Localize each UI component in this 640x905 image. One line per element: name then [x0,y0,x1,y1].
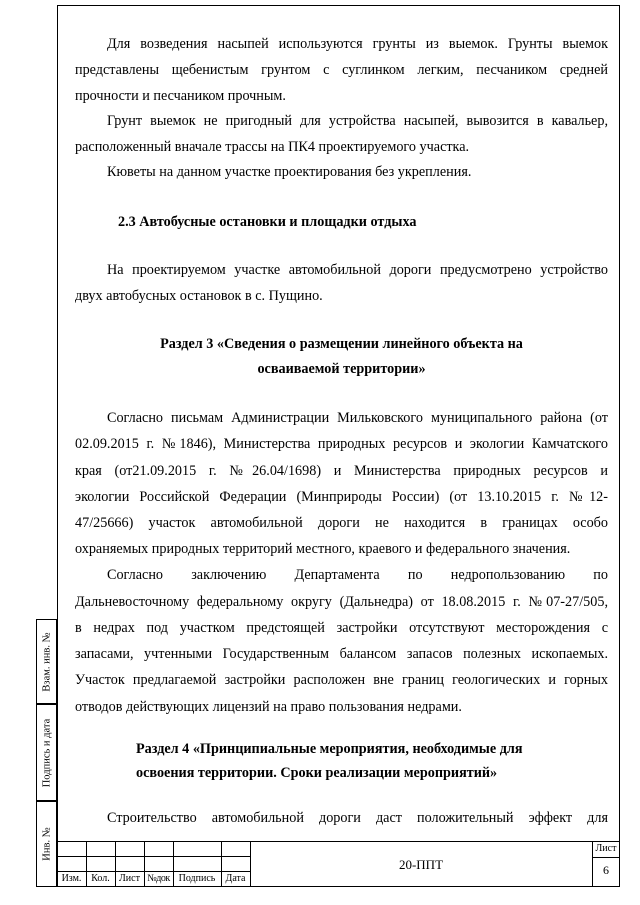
paragraph-line: 47/25666) участок автомобильной дороги не находится в границах особо [75,515,608,531]
paragraph-line: в недрах под участком предстоящей застройки отсутствуют месторождения с [75,620,608,636]
paragraph-line: отводов действующих лицензий на право пользования недрами. [75,699,462,715]
paragraph-line: Участок предлагаемой застройки расположен вне границ геологических и горных [75,672,608,688]
stamp-col-label: Лист [119,873,140,884]
section-heading: осваиваемой территории» [257,361,426,377]
paragraph-line: охраняемых природных территорий местного, краевого и федерального значения. [75,541,571,557]
stamp-top-border [57,841,620,842]
section-heading: Раздел 4 «Принципиальные мероприятия, необходимые для [136,741,523,757]
paragraph-line: На проектируемом участке автомобильной дороги предусмотрено устройство [107,262,608,278]
paragraph-line: края (от21.09.2015 г. №26.04/1698) и Министерства природных ресурсов и [75,463,608,479]
paragraph-line: Согласно письмам Администрации Мильковского муниципального района (от [107,410,608,426]
stamp-col-label: Дата [225,873,246,884]
paragraph-line: Дальневосточному федеральному округу (Дальнедра) от 18.08.2015 г. №07-27/505, [75,594,608,610]
paragraph-line: 02.09.2015 г. №1846), Министерства природных ресурсов и экологии Камчатского [75,436,608,452]
paragraph-line: экологии Российской Федерации (Минприроды России) (от 13.10.2015 г. №12- [75,489,608,505]
section-heading: освоения территории. Сроки реализации мероприятий» [136,765,498,781]
side-field-signature-date [36,704,57,801]
paragraph-line: Грунт выемок не пригодный для устройства насыпей, вывозится в кавальер, [107,113,608,129]
paragraph-line: Согласно заключению Департамента по недропользованию по [107,567,608,583]
paragraph-line: двух автобусных остановок в с. Пущино. [75,288,323,304]
side-label: Инв. № [41,827,52,861]
paragraph-line: Строительство автомобильной дороги даст положительный эффект для [107,810,608,826]
paragraph-line: запасами, учтенными Государственным балансом запасов полезных ископаемых. [75,646,608,662]
document-code: 20-ППТ [398,857,444,872]
stamp-col-label: Подпись [178,873,216,884]
side-label: Подпись и дата [41,718,52,787]
section-heading: Раздел 3 «Сведения о размещении линейного объекта на [160,336,523,352]
title-block [57,841,620,887]
subsection-heading: 2.3 Автобусные остановки и площадки отдыха [118,214,417,230]
paragraph-line: представлены щебенистым грунтом с суглинком легким, песчаником средней [75,62,608,78]
sheet-label: Лист [595,843,617,854]
paragraph-line: прочности и песчаником прочным. [75,88,286,104]
paragraph-line: Кюветы на данном участке проектирования без укрепления. [107,164,472,180]
side-field-inv [36,801,57,887]
stamp-col-label: Кол. [91,873,110,884]
stamp-row-line [592,857,620,858]
paragraph-line: Для возведения насыпей используются грунты из выемок. Грунты выемок [107,36,608,52]
stamp-col-label: №док [147,873,170,884]
side-field-replace-inv [36,619,57,704]
sheet-number: 6 [603,863,609,877]
stamp-col-label: Изм. [61,873,82,884]
side-label: Взам. инв. № [41,631,52,692]
paragraph-line: расположенный вначале трассы на ПК4 проектируемого участка. [75,139,470,155]
